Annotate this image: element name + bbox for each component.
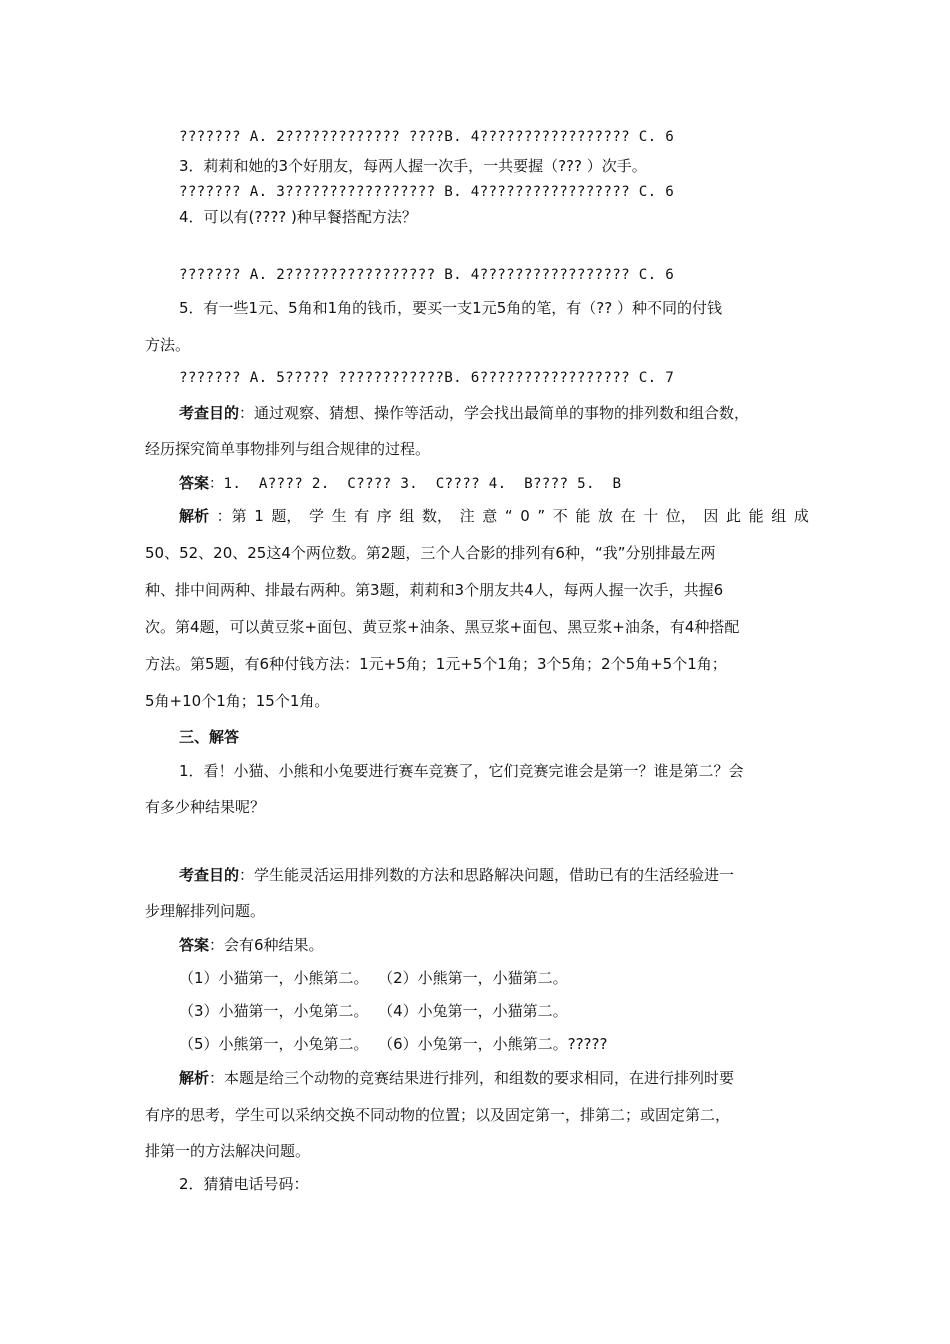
purpose-1-cont: 经历探究简单事物排列与组合规律的过程。 bbox=[145, 440, 431, 458]
analysis-2-line2: 有序的思考，学生可以采纳交换不同动物的位置；以及固定第一，排第二；或固定第二， bbox=[145, 1106, 731, 1124]
purpose-2-cont: 步理解排列问题。 bbox=[145, 902, 266, 920]
analysis-1-line5: 方法。第5题，有6种付钱方法：1元+5角；1元+5个1角；3个5角；2个5角+5个1角； bbox=[145, 655, 727, 673]
analysis-1-line1: 解析 ：第 1 题， 学 生 有 序 组 数， 注 意 “ 0 ” 不 能 放 在 十 位， 因 此 能 组 成 bbox=[179, 507, 809, 525]
analysis-1-label: 解析 bbox=[179, 507, 210, 525]
analysis-2-line3: 排第一的方法解决问题。 bbox=[145, 1142, 311, 1160]
result-row-3: （5）小熊第一，小兔第二。 （6）小兔第一，小熊第二。????? bbox=[179, 1035, 608, 1053]
analysis-1-line2: 50、52、20、25这4个两位数。第2题，三个人合影的排列有6种，“我”分别排最左两 bbox=[145, 544, 716, 562]
purpose-2 bbox=[179, 865, 734, 885]
s3q1-text-line1: 1．看！小猫、小熊和小兔要进行赛车竞赛了，它们竞赛完谁会是第一？谁是第二？会 bbox=[179, 762, 744, 780]
analysis-2-text: ：本题是给三个动物的竞赛结果进行排列，和组数的要求相同，在进行排列时要 bbox=[209, 1069, 735, 1087]
q2-options: ??????? A. 2????????????? ????B. 4????????????????? C. 6 bbox=[179, 129, 675, 145]
purpose-1-text: ：通过观察、猜想、操作等活动，学会找出最简单的事物的排列数和组合数， bbox=[239, 404, 750, 422]
s3q2-text: 2．猜猜电话号码： bbox=[179, 1175, 309, 1193]
purpose-1 bbox=[179, 403, 749, 423]
q3-options: ??????? A. 3????????????????? B. 4????????????????? C. 6 bbox=[179, 184, 675, 200]
q3-text: 3．莉莉和她的3个好朋友，每两人握一次手，一共要握（??? ）次手。 bbox=[179, 157, 647, 175]
purpose-1-label: 考查目的 bbox=[179, 404, 240, 422]
answer-1 bbox=[179, 473, 621, 494]
analysis-1-line3: 种、排中间两种、排最右两种。第3题，莉莉和3个朋友共4人，每两人握一次手，共握6 bbox=[145, 581, 724, 599]
answer-1-label: 答案 bbox=[179, 474, 210, 492]
q5-text-line2: 方法。 bbox=[145, 336, 191, 354]
answer-2 bbox=[179, 935, 324, 955]
answer-2-label: 答案 bbox=[179, 936, 210, 954]
q4-options: ??????? A. 2????????????????? B. 4????????????????? C. 6 bbox=[179, 267, 675, 283]
result-row-1: （1）小猫第一，小熊第二。 （2）小熊第一，小猫第二。 bbox=[179, 969, 568, 987]
q5-text-line1: 5．有一些1元、5角和1角的钱币，要买一支1元5角的笔，有（?? ）种不同的付钱 bbox=[179, 299, 722, 317]
section-3-title: 三、解答 bbox=[179, 728, 240, 746]
analysis-2 bbox=[179, 1068, 734, 1088]
analysis-1-line6: 5角+10个1角；15个1角。 bbox=[145, 692, 330, 710]
q4-text: 4．可以有(???? )种早餐搭配方法？ bbox=[179, 208, 417, 226]
analysis-2-label: 解析 bbox=[179, 1069, 210, 1087]
answer-2-text: ：会有6种结果。 bbox=[209, 936, 324, 954]
analysis-1-line4: 次。第4题，可以黄豆浆+面包、黄豆浆+油条、黑豆浆+面包、黑豆浆+油条，有4种搭配 bbox=[145, 618, 740, 636]
s3q1-text-line2: 有多少种结果呢？ bbox=[145, 798, 266, 816]
purpose-2-label: 考查目的 bbox=[179, 866, 240, 884]
answer-1-text: ：1. A???? 2. C???? 3. C???? 4. B???? 5. B bbox=[209, 476, 622, 492]
purpose-2-text: ：学生能灵活运用排列数的方法和思路解决问题，借助已有的生活经验进一 bbox=[239, 866, 735, 884]
result-row-2: （3）小猫第一，小兔第二。 （4）小兔第一，小猫第二。 bbox=[179, 1002, 568, 1020]
q5-options: ??????? A. 5????? ????????????B. 6????????????????? C. 7 bbox=[179, 370, 675, 386]
